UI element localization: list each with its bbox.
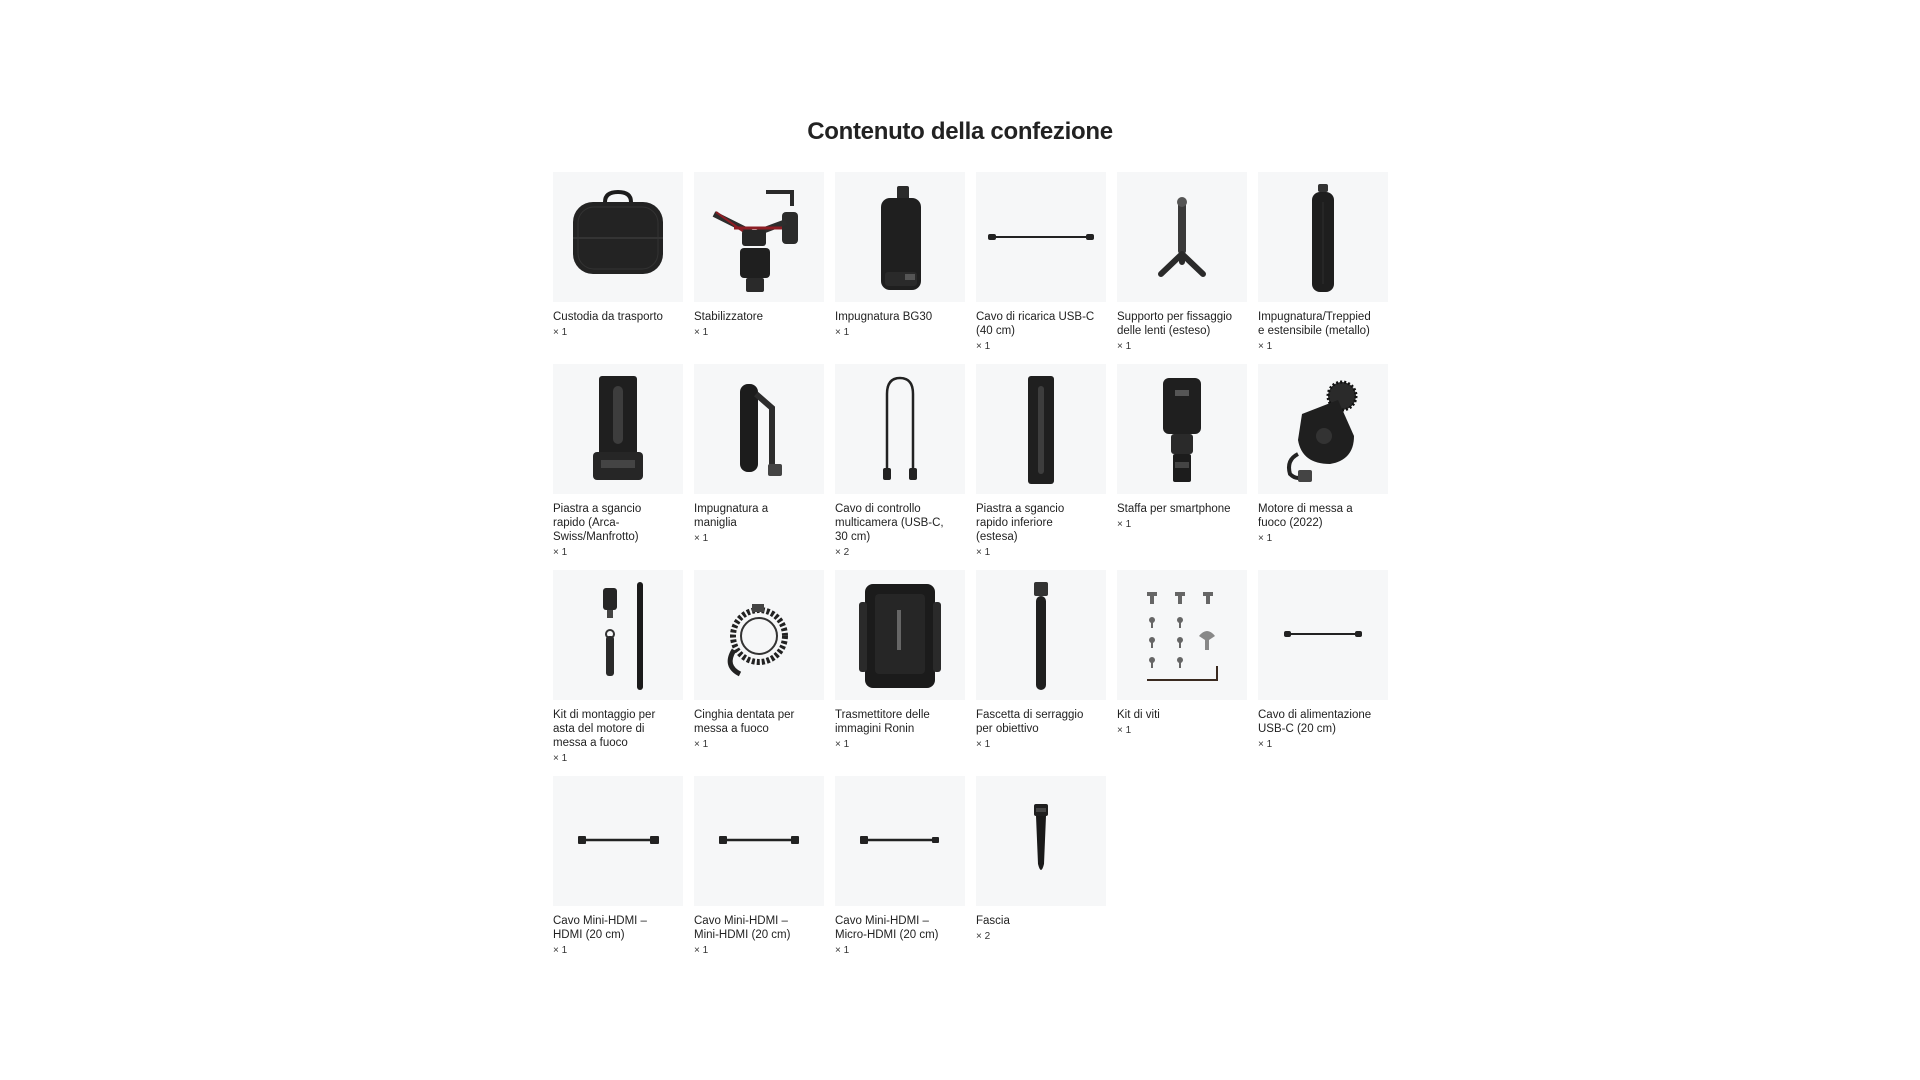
item-name: Cinghia dentata per messa a fuoco [694, 709, 795, 735]
item-focus-rod-mount-kit [553, 570, 683, 765]
battery-grip-icon [835, 172, 965, 302]
item-name: Piastra a sgancio rapido (Arca- Swiss/Manfrotto) [553, 503, 642, 543]
item-image [976, 172, 1106, 302]
focus-rod-mount-kit-icon [553, 570, 683, 700]
item-quantity: × 1 [835, 945, 850, 956]
phone-holder-icon [1117, 364, 1247, 494]
item-name: Impugnatura/Treppied e estensibile (metallo) [1258, 311, 1371, 337]
item-name: Fascetta di serraggio per obiettivo [976, 709, 1084, 735]
item-image-transmitter [835, 570, 965, 751]
item-name: Custodia da trasporto [553, 311, 663, 323]
item-name: Stabilizzatore [694, 311, 764, 323]
item-image [694, 776, 824, 906]
item-lower-quick-release-plate [976, 364, 1106, 559]
item-image [1117, 364, 1247, 494]
item-image [835, 172, 965, 302]
item-name: Piastra a sgancio rapido inferiore (estesa) [976, 503, 1065, 543]
item-name: Cavo Mini-HDMI – Mini-HDMI (20 cm) [694, 915, 791, 941]
item-name: Cavo Mini-HDMI – HDMI (20 cm) [553, 915, 647, 941]
quick-release-plate-icon [553, 364, 683, 494]
item-image [976, 776, 1106, 906]
item-quantity: × 1 [1117, 725, 1132, 736]
item-quantity: × 1 [553, 547, 568, 558]
focus-gear-strip-icon [694, 570, 824, 700]
item-image [1258, 364, 1388, 494]
mini-hdmi-mini-hdmi-cable-icon [694, 776, 824, 906]
item-image [1258, 570, 1388, 700]
item-name: Supporto per fissaggio delle lenti (esteso) [1117, 311, 1233, 337]
item-image [694, 364, 824, 494]
mini-hdmi-hdmi-cable-icon [553, 776, 683, 906]
item-quantity: × 1 [1258, 533, 1273, 544]
item-name: Motore di messa a fuoco (2022) [1258, 503, 1353, 529]
item-mini-hdmi-hdmi-cable [553, 776, 683, 957]
item-quantity: × 1 [1117, 341, 1132, 352]
lower-quick-release-plate-icon [976, 364, 1106, 494]
item-multicamera-cable [835, 364, 965, 559]
item-quantity: × 2 [976, 931, 991, 942]
briefcase-handle-icon [694, 364, 824, 494]
item-image [694, 172, 824, 302]
item-screw-kit [1117, 570, 1247, 737]
item-image [553, 364, 683, 494]
item-focus-gear-strip [694, 570, 824, 751]
item-quick-release-plate [553, 364, 683, 559]
item-image [553, 570, 683, 700]
item-image [835, 364, 965, 494]
item-tripod-grip [1258, 172, 1388, 353]
focus-motor-icon [1258, 364, 1388, 494]
item-lens-strap [976, 570, 1106, 751]
item-name: Cavo di alimentazione USB-C (20 cm) [1258, 709, 1372, 735]
item-quantity: × 1 [694, 945, 709, 956]
item-image [1117, 172, 1247, 302]
item-mini-hdmi-mini-hdmi-cable [694, 776, 824, 957]
item-image [694, 570, 824, 700]
item-gimbal-stabilizer [694, 172, 824, 339]
item-quantity: × 1 [694, 533, 709, 544]
item-image [553, 776, 683, 906]
item-name: Kit di viti [1117, 709, 1160, 721]
item-quantity: × 1 [976, 341, 991, 352]
item-name: Cavo di ricarica USB-C (40 cm) [976, 311, 1095, 337]
item-briefcase-handle [694, 364, 824, 545]
item-quantity: × 1 [1117, 519, 1132, 530]
item-quantity: × 1 [1258, 341, 1273, 352]
item-quantity: × 1 [1258, 739, 1273, 750]
item-usb-c-power-cable [1258, 570, 1388, 751]
item-name: Cavo di controllo multicamera (USB-C, 30 cm) [835, 503, 944, 543]
item-name: Staffa per smartphone [1117, 503, 1231, 515]
item-image [835, 776, 965, 906]
item-velcro-strap [976, 776, 1106, 943]
screw-kit-icon [1117, 570, 1247, 700]
item-image [976, 364, 1106, 494]
mini-hdmi-micro-hdmi-cable-icon [835, 776, 965, 906]
item-quantity: × 1 [835, 739, 850, 750]
item-quantity: × 1 [694, 739, 709, 750]
lens-strap-icon [976, 570, 1106, 700]
gimbal-stabilizer-icon [694, 172, 824, 302]
item-name: Cavo Mini-HDMI – Micro-HDMI (20 cm) [835, 915, 939, 941]
lens-support-icon [1117, 172, 1247, 302]
item-focus-motor [1258, 364, 1388, 545]
item-quantity: × 1 [976, 547, 991, 558]
item-image [1117, 570, 1247, 700]
usb-c-power-cable-icon [1258, 570, 1388, 700]
item-quantity: × 1 [553, 327, 568, 338]
item-battery-grip [835, 172, 965, 339]
carrying-case-icon [553, 172, 683, 302]
item-carrying-case [553, 172, 683, 339]
item-name: Trasmettitore delle immagini Ronin [835, 709, 930, 735]
item-image [553, 172, 683, 302]
item-quantity: × 2 [835, 547, 850, 558]
item-quantity: × 1 [976, 739, 991, 750]
item-quantity: × 1 [694, 327, 709, 338]
image-transmitter-icon [835, 570, 965, 700]
velcro-strap-icon [976, 776, 1106, 906]
usb-c-cable-icon [976, 172, 1106, 302]
item-name: Fascia [976, 915, 1010, 927]
item-name: Impugnatura a maniglia [694, 503, 769, 529]
item-image [976, 570, 1106, 700]
item-phone-holder [1117, 364, 1247, 531]
page-title: Contenuto della confezione [807, 118, 1113, 145]
item-name: Kit di montaggio per asta del motore di messa a fuoco [553, 709, 656, 749]
item-mini-hdmi-micro-hdmi-cable [835, 776, 965, 957]
item-lens-support [1117, 172, 1247, 353]
multicamera-cable-icon [835, 364, 965, 494]
item-quantity: × 1 [553, 753, 568, 764]
item-quantity: × 1 [553, 945, 568, 956]
item-quantity: × 1 [835, 327, 850, 338]
tripod-grip-icon [1258, 172, 1388, 302]
item-usb-c-cable [976, 172, 1106, 353]
item-image [1258, 172, 1388, 302]
item-name: Impugnatura BG30 [835, 311, 933, 323]
item-image [835, 570, 965, 700]
